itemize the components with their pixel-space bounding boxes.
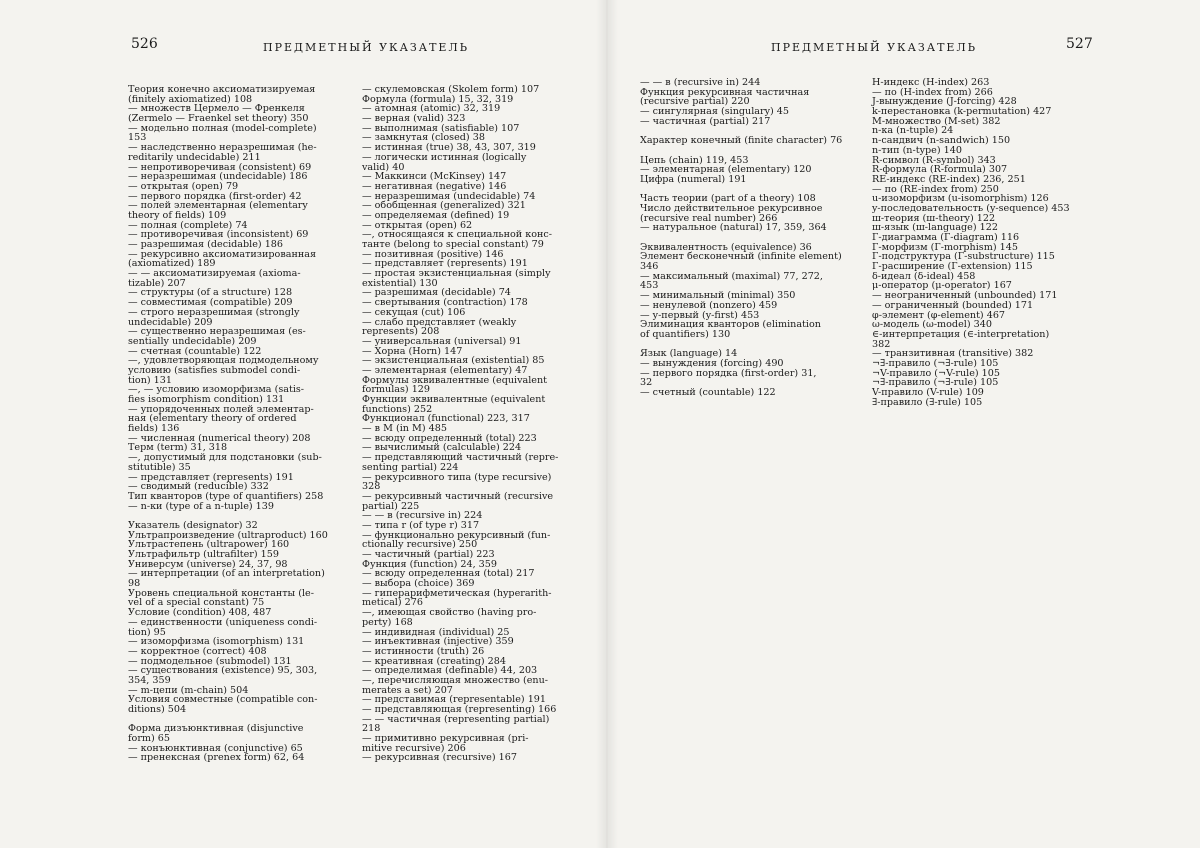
index-entry-line: (Zermelo — Fraenkel set theory) 350: [128, 113, 309, 125]
index-entry-line: ∈-интерпретация (∈-interpretation): [872, 328, 1050, 340]
index-entry-line: Функции эквивалентные (equivalent: [362, 394, 546, 405]
index-entry-line: — истинности (truth) 26: [362, 645, 485, 657]
index-entry-line: — ненулевой (nonzero) 459: [640, 299, 778, 311]
index-entry-line: of quantifiers) 130: [640, 328, 731, 340]
index-entry-line: — простая экзистенциальная (simply: [362, 268, 551, 280]
index-entry-line: — противоречивая (inconsistent) 69: [128, 229, 309, 241]
index-entry-line: represents) 208: [362, 326, 440, 338]
index-entry-line: Функция рекурсивная частичная: [640, 86, 810, 98]
index-entry-line: Цифра (numeral) 191: [640, 173, 747, 185]
index-entry-line: — сингулярная (singulary) 45: [640, 106, 790, 118]
index-entry-line: — частичная (partial) 217: [640, 115, 771, 127]
index-entry-line: — верная (valid) 323: [362, 113, 466, 125]
index-entry-line: — счетная (countable) 122: [128, 345, 262, 357]
index-entry-line: Число действительное рекурсивное: [640, 202, 823, 214]
index-entry-line: 354, 359: [128, 674, 171, 686]
index-entry-line: ω-модель (ω-model) 340: [872, 319, 992, 331]
index-entry-line: ная (elementary theory of ordered: [128, 413, 297, 425]
index-column-4: [872, 78, 1082, 407]
index-entry-line: 453: [640, 280, 659, 292]
index-entry-line: Форма дизъюнктивная (disjunctive: [128, 723, 304, 735]
index-entry-line: — позитивная (positive) 146: [362, 248, 504, 260]
index-entry-line: Функционал (functional) 223, 317: [362, 413, 530, 425]
index-entry-line: — открытая (open) 79: [128, 180, 239, 192]
index-entry-line: δ-идеал (δ-ideal) 458: [872, 270, 976, 282]
index-entry-line: — модельно полная (model-complete): [128, 122, 317, 134]
index-entry-line: — пренексная (prenex form) 62, 64: [128, 752, 305, 764]
index-entry-line: — скулемовская (Skolem form) 107: [362, 84, 540, 95]
index-entry-line: Терм (term) 31, 318: [128, 442, 228, 454]
index-entry-line: — примитивно рекурсивная (pri-: [362, 733, 529, 745]
index-entry-line: — представляет (represents) 191: [128, 471, 294, 483]
index-entry-line: Часть теории (part of a theory) 108: [640, 193, 816, 205]
index-entry-line: — представимая (representable) 191: [362, 694, 547, 706]
index-entry-line: (recursive partial) 220: [640, 96, 750, 108]
index-entry-line: — вычислимый (calculable) 224: [362, 442, 522, 454]
index-entry-line: ∃-правило (∃-rule) 105: [872, 396, 983, 408]
index-entry-line: — ограниченный (bounded) 171: [872, 299, 1034, 311]
index-entry-line: n-сандвич (n-sandwich) 150: [872, 135, 1011, 147]
index-column-2: [362, 85, 590, 763]
index-entry-line: theory of fields) 109: [128, 209, 227, 221]
index-entry-line: — неограниченный (unbounded) 171: [872, 290, 1058, 302]
index-entry-line: — элементарная (elementary) 120: [640, 164, 812, 176]
index-entry-line: 218: [362, 723, 381, 735]
index-entry-line: — по (H-index from) 266: [872, 86, 993, 98]
index-entry-line: — слабо представляет (weakly: [362, 316, 517, 328]
index-entry-line: H-индекс (H-index) 263: [872, 77, 990, 88]
index-entry-line: V-правило (V-rule) 109: [872, 387, 984, 398]
index-entry-line: — полей элементарная (elementary: [128, 200, 308, 212]
index-entry-line: — секущая (cut) 106: [362, 306, 466, 318]
index-entry-line: perty) 168: [362, 616, 413, 628]
index-entry-line: — структуры (of a structure) 128: [128, 287, 293, 299]
index-entry-line: — представляет (represents) 191: [362, 258, 528, 270]
index-entry-line: — обобщенная (generalized) 321: [362, 200, 526, 212]
index-entry-line: undecidable) 209: [128, 316, 213, 328]
index-entry-line: 328: [362, 481, 381, 493]
index-entry-line: Указатель (designator) 32: [128, 519, 258, 531]
index-entry-line: — функционально рекурсивный (fun-: [362, 529, 551, 541]
index-entry-line: — — аксиоматизируемая (axioma-: [128, 268, 301, 280]
index-entry-line: —, — условию изоморфизма (satis-: [128, 384, 305, 396]
index-entry-line: — неразрешимая (undecidable) 186: [128, 171, 308, 183]
index-entry-line: ш-язык (ш-language) 122: [872, 222, 998, 234]
index-entry-line: — сводимый (reducible) 332: [128, 481, 269, 493]
index-entry-line: tizable) 207: [128, 277, 186, 289]
index-entry-line: — рекурсивный частичный (recursive: [362, 490, 554, 502]
index-entry-line: k-перестановка (k-permutation) 427: [872, 106, 1052, 118]
index-entry-line: merates a set) 207: [362, 684, 453, 696]
index-entry-line: — рекурсивного типа (type recursive): [362, 471, 552, 483]
index-entry-line: — атомная (atomic) 32, 319: [362, 103, 501, 115]
index-entry-line: — — частичная (representing partial): [362, 713, 550, 725]
index-entry-line: — численная (numerical theory) 208: [128, 432, 311, 444]
index-entry-line: senting partial) 224: [362, 461, 459, 473]
index-entry-line: Эквивалентность (equivalence) 36: [640, 241, 812, 253]
index-entry-line: Формулы эквивалентные (equivalent: [362, 374, 548, 386]
index-entry-line: — экзистенциальная (existential) 85: [362, 355, 545, 367]
index-entry-line: — гиперарифметическая (hyperarith-: [362, 587, 552, 599]
index-entry-line: — выбора (choice) 369: [362, 578, 475, 590]
index-entry-line: — свертывания (contraction) 178: [362, 297, 528, 309]
index-entry-line: (recursive real number) 266: [640, 212, 778, 224]
index-entry-line: — выполнимая (satisfiable) 107: [362, 122, 520, 134]
index-entry-line: — вынуждения (forcing) 490: [640, 357, 784, 369]
index-entry-line: — инъективная (injective) 359: [362, 636, 514, 648]
index-entry-line: танте (belong to special constant) 79: [362, 239, 544, 250]
index-entry-line: Универсум (universe) 24, 37, 98: [128, 558, 288, 570]
page-gutter: [596, 0, 618, 848]
index-entry-line: — неразрешимая (undecidable) 74: [362, 190, 536, 202]
index-entry-line: valid) 40: [362, 161, 405, 173]
index-entry-line: tion) 95: [128, 626, 166, 638]
index-entry-line: ш-теория (ш-theory) 122: [872, 212, 996, 224]
index-entry-line: fies isomorphism condition) 131: [128, 394, 285, 405]
index-entry-line: —, относящаяся к специальной конс-: [362, 229, 553, 241]
index-entry-line: — универсальная (universal) 91: [362, 335, 522, 347]
index-entry-line: — всюду определенная (total) 217: [362, 568, 535, 580]
index-entry-line: metical) 276: [362, 597, 423, 609]
index-entry-line: — рекурсивная (recursive) 167: [362, 752, 517, 764]
index-entry-line: условию (satisfies submodel condi-: [128, 364, 301, 376]
index-entry-line: — натуральное (natural) 17, 359, 364: [640, 222, 827, 234]
index-entry-line: Язык (language) 14: [640, 348, 738, 360]
left-page-number: 526: [131, 36, 158, 52]
index-entry-line: — открытая (open) 62: [362, 219, 473, 231]
index-entry-line: —, допустимый для подстановки (sub-: [128, 452, 322, 464]
index-entry-line: Уровень специальной константы (le-: [128, 587, 314, 599]
index-entry-line: 346: [640, 261, 659, 273]
index-entry-line: ctionally recursive) 250: [362, 539, 478, 551]
index-entry-line: — единственности (uniqueness condi-: [128, 616, 318, 628]
index-entry-line: formulas) 129: [362, 384, 431, 396]
index-entry-line: ¬V-правило (¬V-rule) 105: [872, 367, 1000, 379]
index-entry-line: — всюду определенный (total) 223: [362, 432, 537, 444]
index-entry-line: ¬∃-правило (¬∃-rule) 105: [872, 357, 999, 369]
index-entry-line: — логически истинная (logically: [362, 151, 527, 163]
index-entry-line: — упорядоченных полей элементар-: [128, 403, 314, 415]
index-entry-line: existential) 130: [362, 277, 438, 289]
index-entry-line: — негативная (negative) 146: [362, 180, 507, 192]
index-entry-line: — подмодельное (submodel) 131: [128, 655, 292, 667]
index-entry-line: — представляющий частичный (repre-: [362, 452, 559, 464]
index-entry-line: n-тип (n-type) 140: [872, 144, 962, 156]
index-column-3: [640, 78, 860, 398]
index-entry-line: — разрешимая (decidable) 186: [128, 239, 284, 250]
index-entry-line: Формула (formula) 15, 32, 319: [362, 93, 514, 105]
index-entry-line: — минимальный (minimal) 350: [640, 290, 796, 302]
index-entry-line: partial) 225: [362, 500, 420, 512]
index-entry-line: (axiomatized) 189: [128, 258, 216, 270]
index-entry-line: — n-ки (type of a n-tuple) 139: [128, 500, 274, 512]
index-entry-line: — по (RE-index from) 250: [872, 183, 999, 195]
index-entry-line: n-ка (n-tuple) 24: [872, 125, 954, 137]
index-entry-line: — полная (complete) 74: [128, 219, 248, 231]
index-entry-line: Условия совместные (compatible con-: [128, 694, 318, 706]
index-entry-line: φ-элемент (φ-element) 467: [872, 309, 1006, 321]
index-entry-line: — индивидная (individual) 25: [362, 626, 510, 638]
index-entry-line: J-вынуждение (J-forcing) 428: [872, 96, 1017, 108]
left-running-head: ПРЕДМЕТНЫЙ УКАЗАТЕЛЬ: [263, 41, 470, 54]
index-entry-line: R-символ (R-symbol) 343: [872, 154, 996, 166]
index-entry-line: — разрешимая (decidable) 74: [362, 287, 511, 299]
index-entry-line: — определимая (definable) 44, 203: [362, 665, 538, 677]
index-entry-line: — совместимая (compatible) 209: [128, 297, 293, 309]
index-column-1: [128, 85, 363, 763]
index-entry-line: Г-расширение (Г-extension) 115: [872, 261, 1033, 273]
index-entry-line: Тип кванторов (type of quantifiers) 258: [128, 490, 324, 502]
index-entry-line: μ-оператор (μ-operator) 167: [872, 280, 1012, 292]
index-entry-line: — замкнутая (closed) 38: [362, 132, 485, 144]
index-entry-line: —, имеющая свойство (having pro-: [362, 607, 537, 619]
index-entry-line: — корректное (correct) 408: [128, 645, 267, 657]
index-entry-line: — креативная (creating) 284: [362, 655, 506, 667]
index-entry-line: — конъюнктивная (conjunctive) 65: [128, 742, 303, 754]
index-entry-line: 98: [128, 578, 141, 590]
index-entry-line: — типа r (of type r) 317: [362, 519, 480, 531]
index-entry-line: ditions) 504: [128, 704, 187, 715]
right-page-number: 527: [1066, 36, 1093, 52]
index-entry-line: — существования (existence) 95, 303,: [128, 665, 318, 677]
index-entry-line: RE-индекс (RE-index) 236, 251: [872, 173, 1026, 185]
index-entry-line: form) 65: [128, 733, 171, 745]
index-entry-line: M-множество (M-set) 382: [872, 115, 1001, 127]
index-entry-line: — транзитивная (transitive) 382: [872, 348, 1034, 360]
index-entry-line: Элиминация кванторов (elimination: [640, 319, 821, 331]
index-entry-line: 32: [640, 377, 653, 389]
index-entry-line: Функция (function) 24, 359: [362, 558, 497, 570]
index-entry-line: Ультрапроизведение (ultraproduct) 160: [128, 529, 328, 541]
index-entry-line: — — в (recursive in) 224: [362, 510, 483, 522]
index-entry-line: fields) 136: [128, 423, 180, 435]
index-entry-line: 382: [872, 338, 891, 350]
index-entry-line: — Хорна (Horn) 147: [362, 345, 463, 357]
index-entry-line: tion) 131: [128, 374, 172, 386]
index-entry-line: — Маккинси (McKinsey) 147: [362, 171, 507, 183]
index-entry-line: (finitely axiomatized) 108: [128, 93, 253, 105]
right-running-head: ПРЕДМЕТНЫЙ УКАЗАТЕЛЬ: [771, 41, 978, 54]
index-entry-line: y-последовательность (y-sequence) 453: [872, 202, 1070, 214]
index-entry-line: — строго неразрешимая (strongly: [128, 306, 300, 318]
index-entry-line: Г-диаграмма (Г-diagram) 116: [872, 232, 1020, 243]
index-entry-line: Характер конечный (finite character) 76: [640, 135, 843, 147]
index-entry-line: u-изоморфизм (u-isomorphism) 126: [872, 193, 1049, 205]
index-entry-line: Теория конечно аксиоматизируемая: [128, 84, 316, 95]
index-entry-line: — интерпретации (of an interpretation): [128, 568, 325, 580]
index-entry-line: stitutible) 35: [128, 461, 191, 473]
index-entry-line: Цепь (chain) 119, 453: [640, 154, 749, 166]
index-entry-line: — счетный (countable) 122: [640, 387, 776, 398]
index-entry-line: Г-подструктура (Г-substructure) 115: [872, 251, 1055, 263]
index-entry-line: — рекурсивно аксиоматизированная: [128, 248, 317, 260]
index-entry-line: — истинная (true) 38, 43, 307, 319: [362, 142, 536, 154]
index-entry-line: — m-цепи (m-chain) 504: [128, 684, 249, 696]
index-entry-line: — первого порядка (first-order) 42: [128, 190, 302, 202]
index-entry-line: reditarily undecidable) 211: [128, 151, 261, 163]
index-entry-line: vel of a special constant) 75: [128, 597, 265, 609]
index-entry-line: ¬∃-правило (¬∃-rule) 105: [872, 377, 999, 389]
index-entry-line: — наследственно неразрешимая (he-: [128, 142, 317, 154]
index-entry-line: R-формула (R-formula) 307: [872, 164, 1008, 176]
index-entry-line: — максимальный (maximal) 77, 272,: [640, 270, 823, 282]
index-entry-line: — представляющая (representing) 166: [362, 704, 557, 715]
index-entry-line: — — в (recursive in) 244: [640, 77, 761, 88]
index-entry-line: Ультрастепень (ultrapower) 160: [128, 539, 290, 551]
index-entry-line: — частичный (partial) 223: [362, 549, 495, 560]
index-entry-line: mitive recursive) 206: [362, 742, 466, 754]
index-entry-line: —, перечисляющая множество (enu-: [362, 674, 548, 686]
index-entry-line: Элемент бесконечный (infinite element): [640, 251, 842, 263]
index-entry-line: 153: [128, 132, 147, 144]
index-entry-line: Г-морфизм (Г-morphism) 145: [872, 241, 1018, 253]
index-entry-line: functions) 252: [362, 403, 433, 415]
index-entry-line: — множеств Цермело — Френкеля: [128, 103, 305, 115]
index-entry-line: —, удовлетворяющая подмодельному: [128, 355, 319, 367]
index-entry-line: — элементарная (elementary) 47: [362, 364, 528, 376]
index-entry-line: — y-первый (y-first) 453: [640, 309, 760, 321]
index-entry-line: — первого порядка (first-order) 31,: [640, 367, 817, 379]
index-entry-line: sentially undecidable) 209: [128, 335, 257, 347]
index-entry-line: — изоморфизма (isomorphism) 131: [128, 636, 305, 648]
index-entry-line: — определяемая (defined) 19: [362, 209, 510, 221]
index-entry-line: Ультрафильтр (ultrafilter) 159: [128, 549, 279, 560]
index-entry-line: — непротиворечивая (consistent) 69: [128, 161, 312, 173]
index-entry-line: — существенно неразрешимая (es-: [128, 326, 306, 338]
index-entry-line: Условие (condition) 408, 487: [128, 607, 272, 619]
index-entry-line: — в M (in M) 485: [362, 423, 447, 435]
